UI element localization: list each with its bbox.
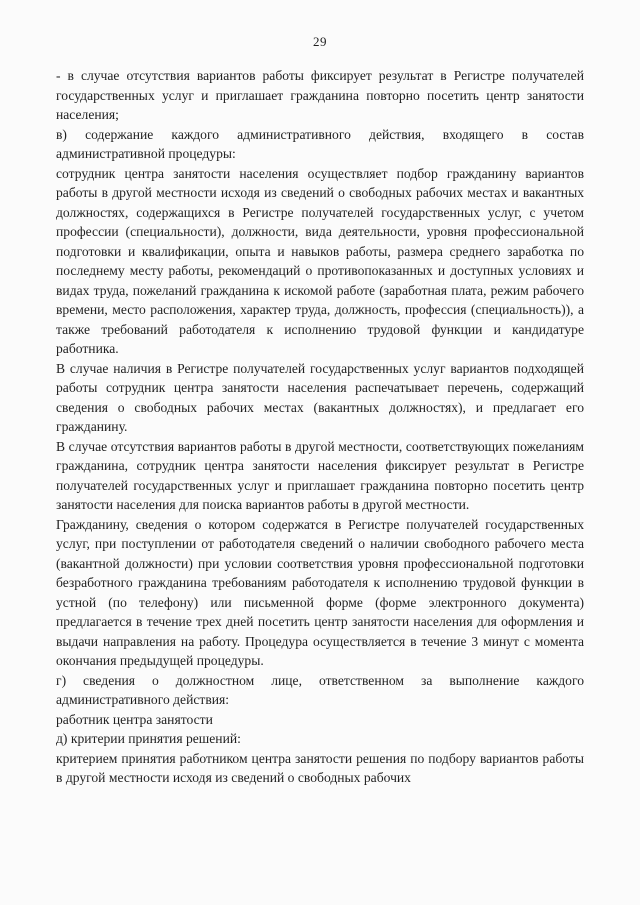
- paragraph-8: работник центра занятости: [56, 711, 213, 727]
- paragraph-7: г) сведения о должностном лице, ответственном за выполнение каждого административного действия:: [56, 672, 584, 707]
- paragraph-2: в) содержание каждого административного действия, входящего в состав административной процедуры:: [56, 126, 584, 161]
- paragraph-5: В случае отсутствия вариантов работы в другой местности, соответствующих пожеланиям гражданина, сотрудник центра занятости населения фиксирует результат в Регистре получателей государственных услуг и приглашает гражданина повторно посетить центр занятости населения для поиска вариантов работы в другой местности.: [56, 438, 584, 512]
- paragraph-1: - в случае отсутствия вариантов работы фиксирует результат в Регистре получателей государственных услуг и приглашает гражданина повторно посетить центр занятости населения;: [56, 68, 584, 122]
- paragraph-6: Гражданину, сведения о котором содержатся в Регистре получателей государственных услуг, при поступлении от работодателя сведений о наличии свободного рабочего места (вакантной должности) при условии соответствия уровня профессиональной подготовки безработного гражданина требованиям работодателя к исполнению трудовой функции в устной (по телефону) или письменной форме (форме электронного документа) предлагается в течение трех дней посетить центр занятости населения для оформления и выдачи направления на работу. Процедура осуществляется в течение 3 минут с момента окончания предыдущей процедуры.: [56, 516, 584, 668]
- paragraph-10: критерием принятия работником центра занятости решения по подбору вариантов работы в другой местности исходя из сведений о свободных рабочих: [56, 750, 584, 785]
- paragraph-9: д) критерии принятия решений:: [56, 731, 241, 746]
- page-number: 29: [313, 34, 327, 49]
- document-body: [56, 66, 584, 788]
- paragraph-3: сотрудник центра занятости населения осуществляет подбор гражданину вариантов работы в другой местности исходя из сведений о свободных рабочих местах и вакантных должностях, содержащихся в Регистре получателей государственных услуг, с учетом профессии (специальности), должности, вида деятельности, уровня профессиональной подготовки и квалификации, опыта и навыков работы, размера среднего заработка по последнему месту работы, рекомендаций о противопоказанных и доступных условиях и видах труда, пожеланий гражданина к искомой работе (заработная плата, режим рабочего времени, место расположения, характер труда, должность, профессия (специальность)), а также требований работодателя к исполнению трудовой функции и кандидатуре работника.: [56, 165, 584, 356]
- paragraph-4: В случае наличия в Регистре получателей государственных услуг вариантов подходящей работы сотрудник центра занятости населения распечатывает перечень, содержащий сведения о свободных рабочих местах (вакантных должностях), и предлагает его гражданину.: [56, 360, 584, 434]
